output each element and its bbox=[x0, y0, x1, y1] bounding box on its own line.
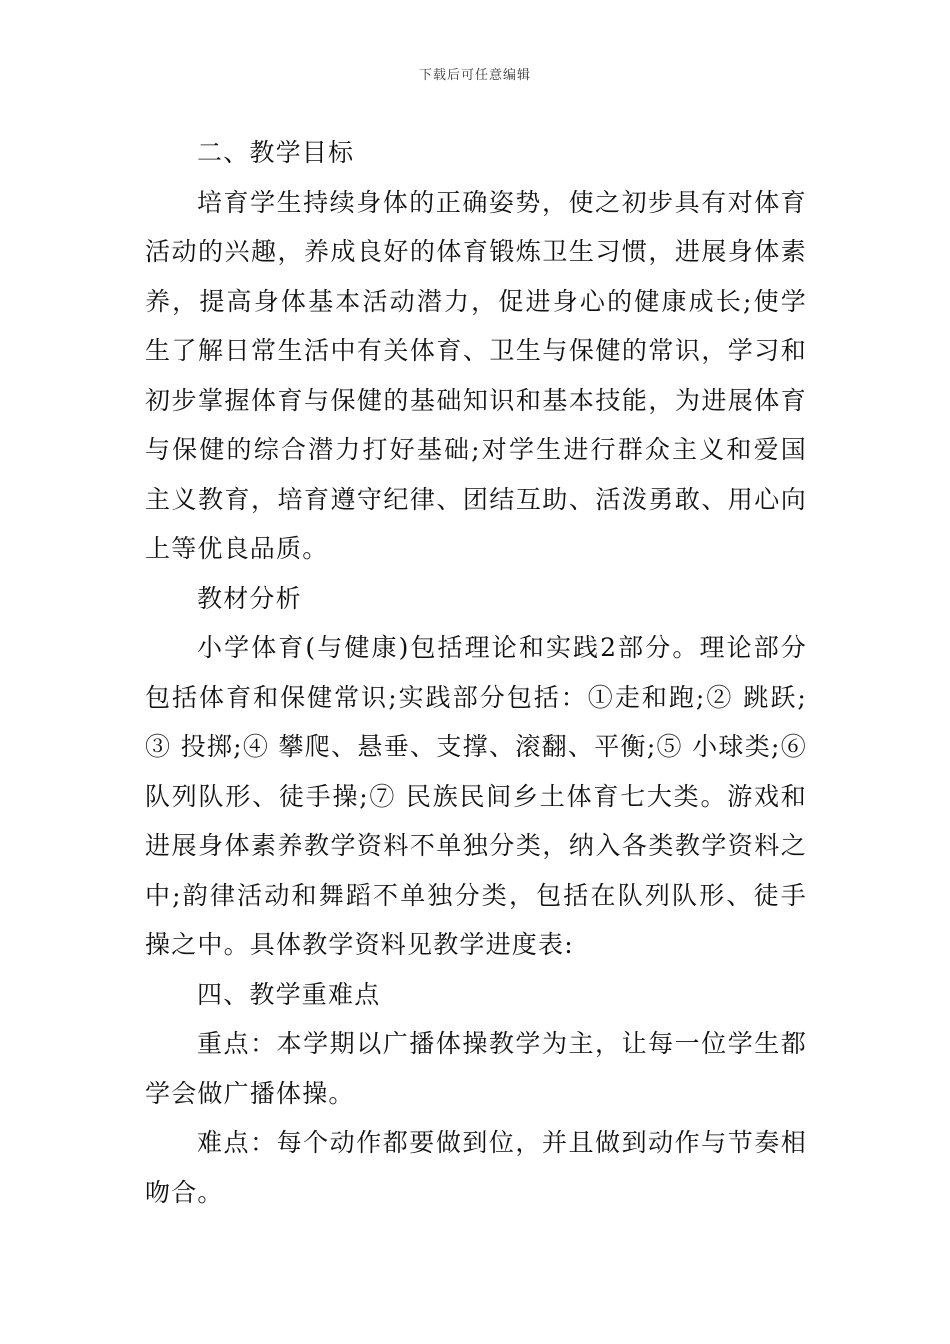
section-heading-key-difficult-points: 四、教学重难点 bbox=[197, 979, 381, 1009]
paragraph-difficult-point: 难点：每个动作都要做到位，并且做到动作与节奏相吻合。 bbox=[145, 1128, 807, 1207]
paragraph-teaching-goals: 培育学生持续身体的正确姿势，使之初步具有对体育活动的兴趣，养成良好的体育锻炼卫生习惯，进展身体素养，提高身体基本活动潜力，促进身心的健康成长;使学生了解日常生活中有关体育、卫生与保健的常识，学习和初步掌握体育与保健的基础知识和基本技能，为进展体育与保健的综合潜力打好基础;对学生进行群众主义和爱国主义教育，培育遵守纪律、团结互助、活泼勇敢、用心向上等优良品质。 bbox=[145, 187, 807, 563]
section-heading-teaching-goals: 二、教学目标 bbox=[197, 138, 355, 167]
paragraph-material-analysis: 小学体育(与健康)包括理论和实践2部分。理论部分包括体育和保健常识;实践部分包括：①走和跑;② 跳跃;③ 投掷;④ 攀爬、悬垂、支撑、滚翻、平衡;⑤ 小球类;⑥ 队列队形、徒手操;⑦ 民族民间乡土体育七大类。游戏和进展身体素养教学资料不单独分类，纳入各类教学资料之中;韵律活动和舞蹈不单独分类，包括在队列队形、徒手操之中。具体教学资料见教学进度表: bbox=[145, 633, 807, 959]
document-body bbox=[145, 128, 807, 1217]
paragraph-key-point: 重点：本学期以广播体操教学为主，让每一位学生都学会做广播体操。 bbox=[145, 1029, 807, 1108]
section-heading-material-analysis: 教材分析 bbox=[197, 583, 302, 613]
page-header-note: 下载后可任意编辑 bbox=[418, 68, 531, 83]
